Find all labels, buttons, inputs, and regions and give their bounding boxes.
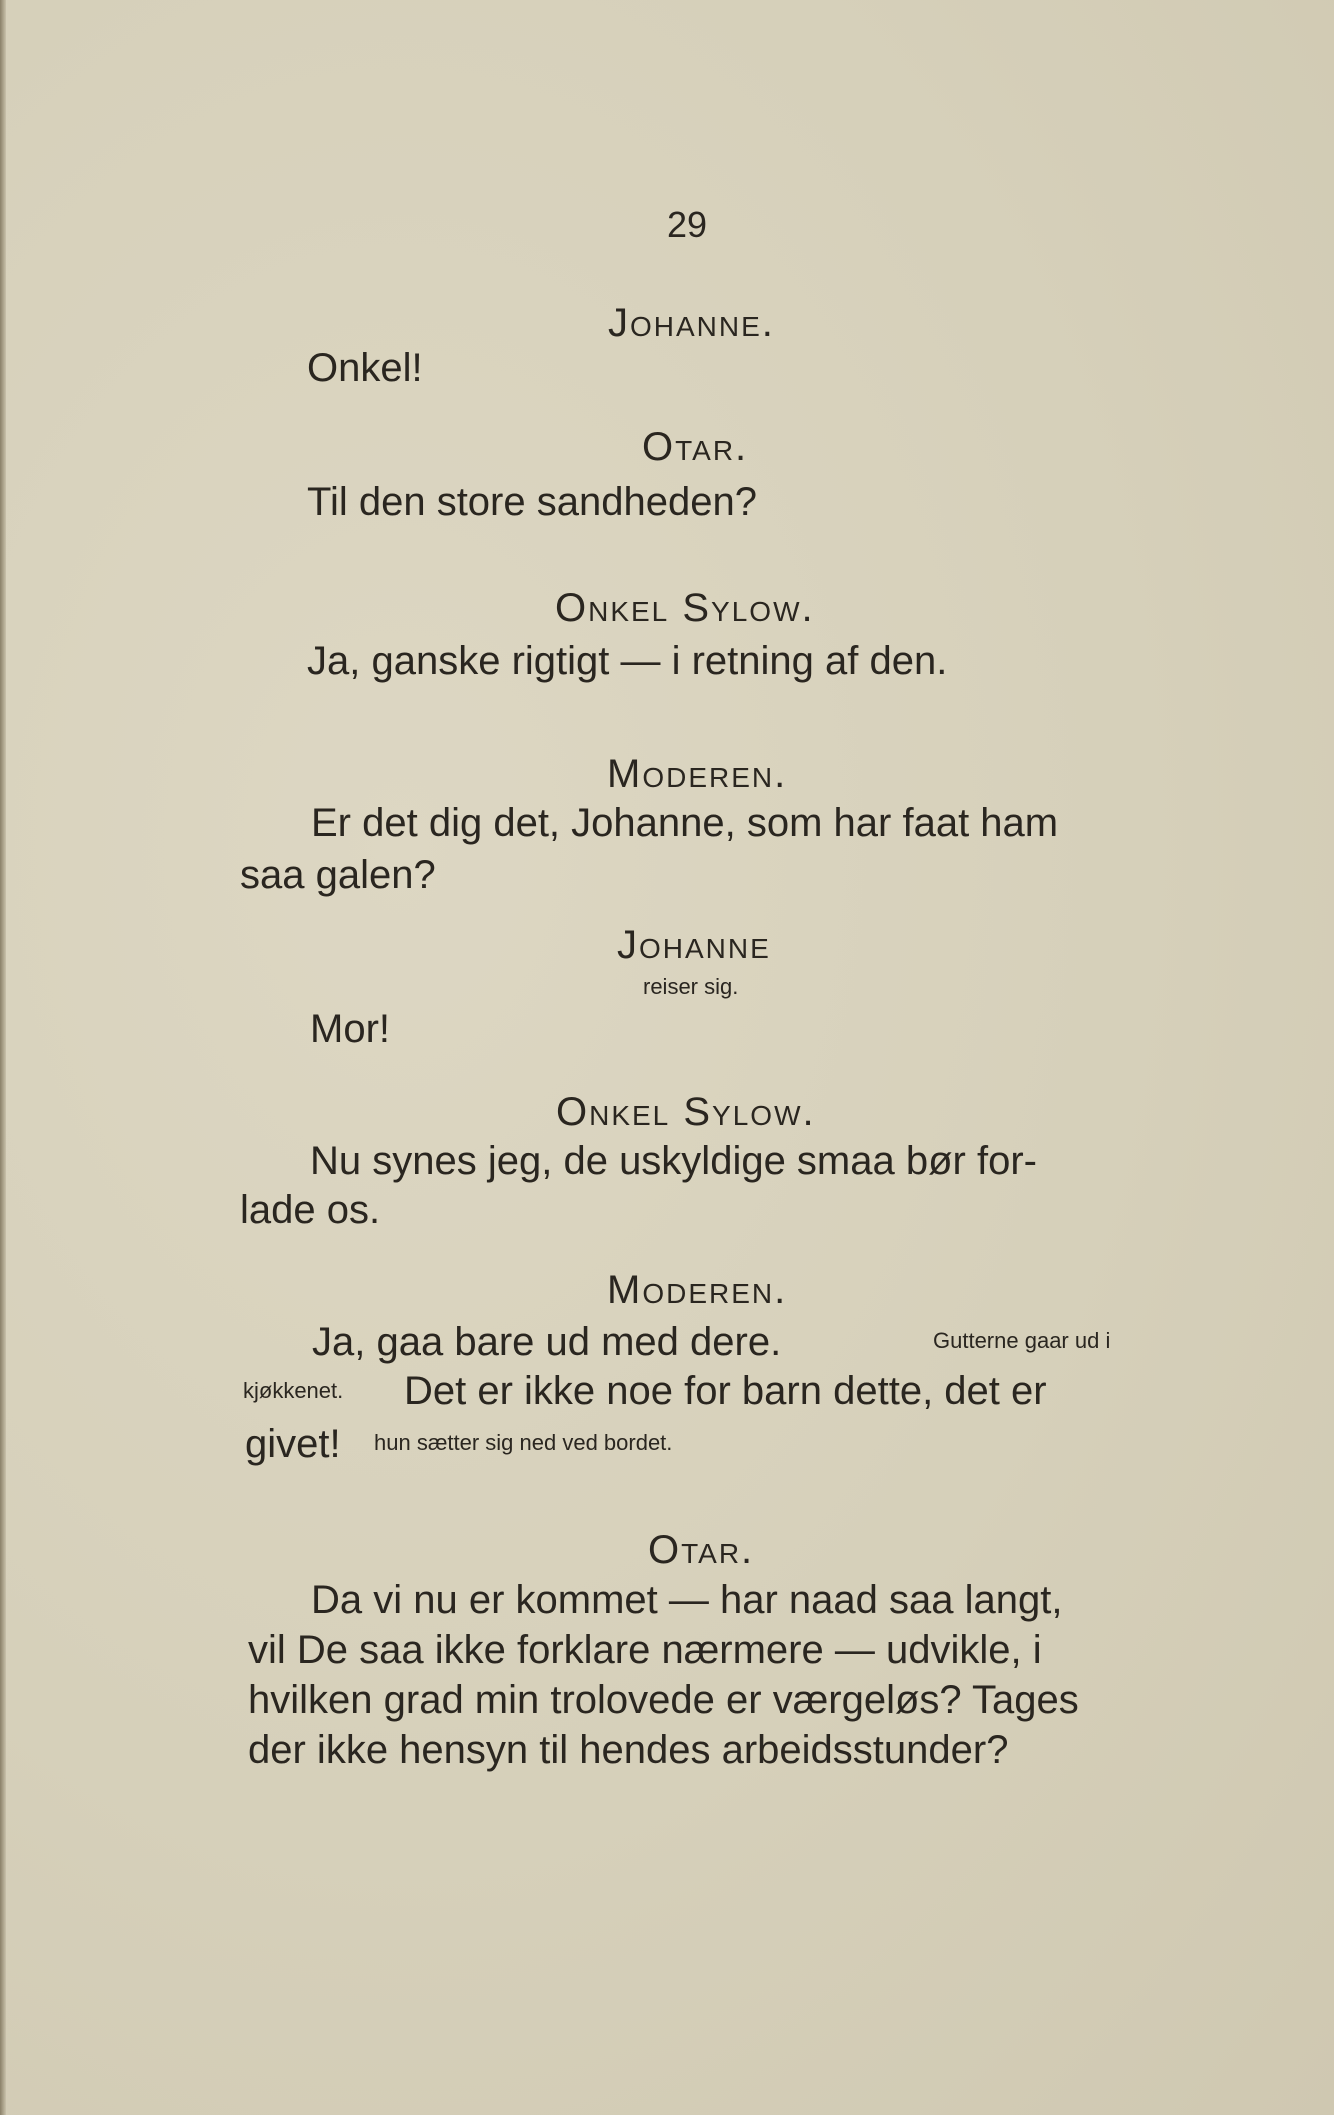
- dialogue-line: Da vi nu er kommet — har naad saa langt,: [311, 1578, 1063, 1622]
- speaker-otar-2: Otar.: [648, 1528, 755, 1572]
- page-number: 29: [667, 204, 708, 245]
- dialogue-line: vil De saa ikke forklare nærmere — udvikle, i: [248, 1628, 1042, 1672]
- speaker-johanne-1: Johanne.: [608, 301, 775, 345]
- dialogue-line: Ja, ganske rigtigt — i retning af den.: [307, 639, 948, 683]
- dialogue-line: hvilken grad min trolovede er værgeløs? Tages: [248, 1678, 1079, 1722]
- speaker-otar-1: Otar.: [642, 425, 749, 469]
- dialogue-line: Mor!: [310, 1007, 390, 1051]
- speaker-moderen-1: Moderen.: [607, 752, 788, 796]
- speaker-onkel-sylow-1: Onkel Sylow.: [555, 586, 815, 630]
- dialogue-line: saa galen?: [240, 853, 436, 897]
- page-edge: [0, 0, 6, 2115]
- dialogue-line: Til den store sandheden?: [307, 480, 757, 524]
- dialogue-line: lade os.: [240, 1188, 381, 1232]
- dialogue-line: givet!: [245, 1422, 341, 1466]
- dialogue-line: Onkel!: [307, 346, 423, 390]
- dialogue-line: Nu synes jeg, de uskyldige smaa bør for-: [310, 1139, 1037, 1183]
- dialogue-line: Det er ikke noe for barn dette, det er: [404, 1369, 1047, 1413]
- dialogue-line: Er det dig det, Johanne, som har faat ham: [311, 801, 1059, 845]
- dialogue-line: der ikke hensyn til hendes arbeidsstunder?: [248, 1728, 1009, 1772]
- stage-direction: hun sætter sig ned ved bordet.: [374, 1430, 673, 1455]
- speaker-johanne-2: Johanne: [617, 923, 771, 967]
- dialogue-line: Ja, gaa bare ud med dere.: [312, 1320, 782, 1364]
- speaker-onkel-sylow-2: Onkel Sylow.: [556, 1090, 816, 1134]
- stage-direction: kjøkkenet.: [243, 1378, 344, 1403]
- speaker-moderen-2: Moderen.: [607, 1268, 788, 1312]
- stage-direction: Gutterne gaar ud i: [933, 1328, 1111, 1353]
- stage-direction: reiser sig.: [643, 974, 739, 999]
